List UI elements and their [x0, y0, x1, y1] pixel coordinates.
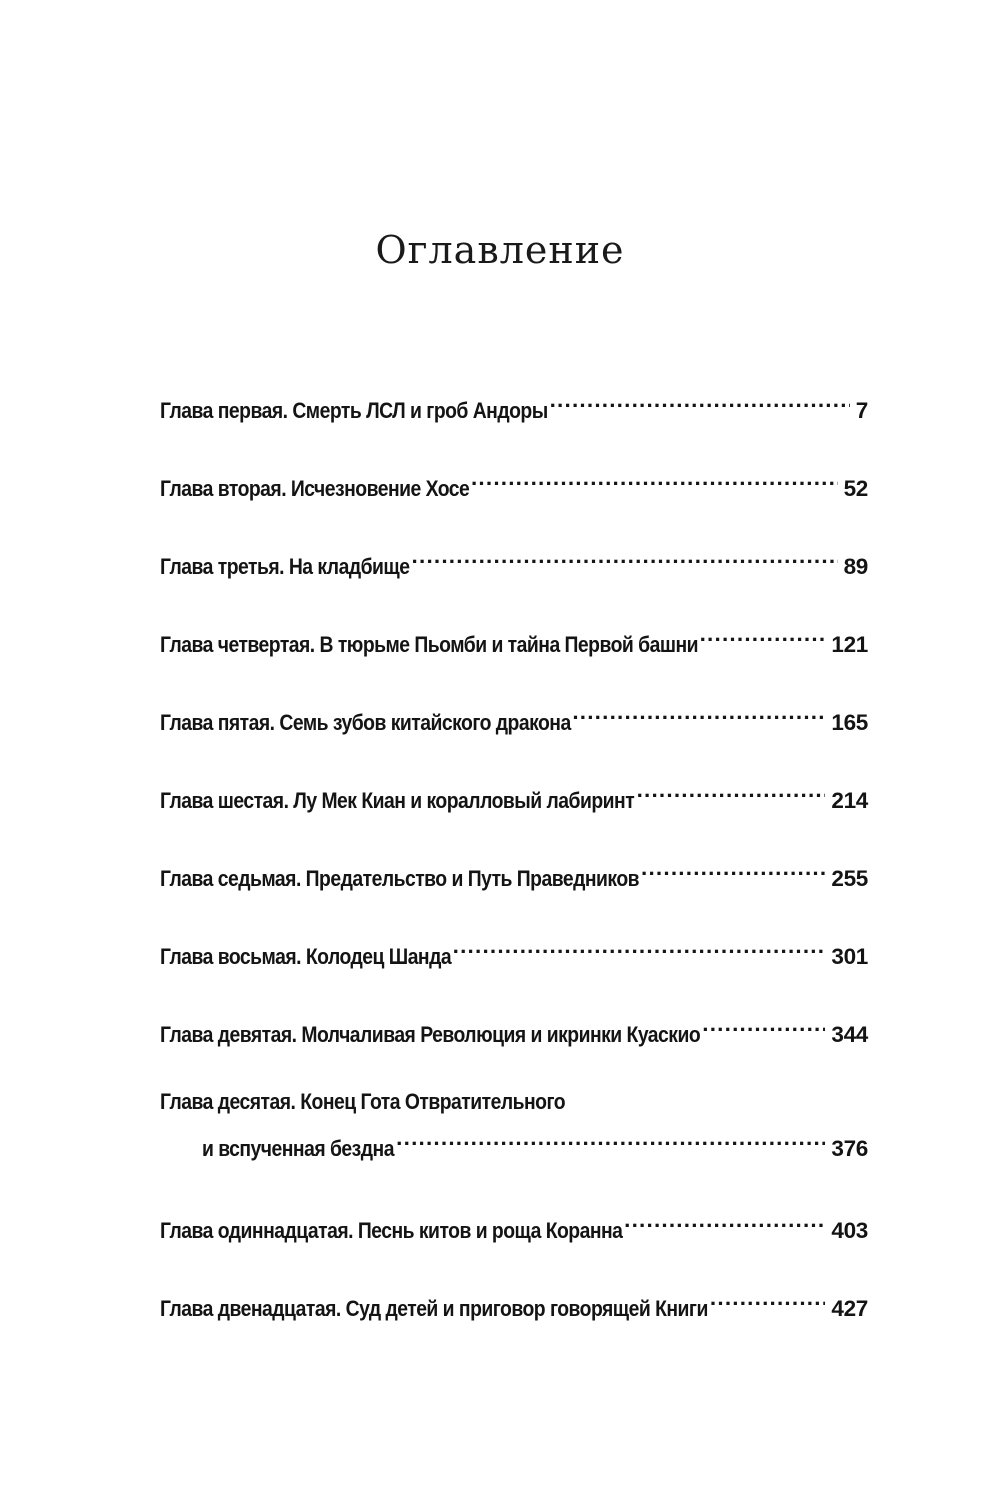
toc-entry-title: Глава вторая. Исчезновение Хосе: [160, 476, 470, 501]
toc-entry-title: Глава седьмая. Предательство и Путь Праведников: [160, 866, 640, 891]
page-title: Оглавление: [375, 228, 625, 272]
toc-entry-8: [160, 928, 868, 975]
toc-entry-title: Глава девятая. Молчаливая Революция и икринки Куаскио: [160, 1022, 701, 1047]
dot-leader: [550, 382, 850, 418]
toc-entry-page: 376: [831, 1136, 868, 1161]
toc-entry-title: Глава четвертая. В тюрьме Пьомби и тайна Первой башни: [160, 632, 699, 657]
toc-entry-page: 52: [843, 476, 868, 501]
toc-entry-page: 121: [831, 632, 868, 657]
toc-entry-title: Глава первая. Смерть ЛСЛ и гроб Андоры: [160, 398, 548, 423]
dot-leader: [396, 1120, 825, 1156]
dot-leader: [637, 772, 826, 808]
toc-entry-page: 165: [831, 710, 868, 735]
toc-entry-10: [160, 1084, 868, 1167]
toc-entry-1: [160, 382, 868, 429]
toc-entry-title: Глава двенадцатая. Суд детей и приговор говорящей Книги: [160, 1296, 708, 1321]
toc-entry-12: [160, 1280, 868, 1327]
toc-entry-page: 89: [843, 554, 868, 579]
toc-entry-9: [160, 1006, 868, 1053]
toc-entry-page: 7: [855, 398, 868, 423]
toc-entry-6: [160, 772, 868, 819]
toc-entry-5: [160, 694, 868, 741]
dot-leader: [700, 616, 826, 652]
toc-entry-7: [160, 850, 868, 897]
toc-entry-page: 255: [831, 866, 868, 891]
toc-entry-page: 301: [831, 944, 868, 969]
dot-leader: [702, 1006, 825, 1042]
toc-entry-page: 344: [831, 1022, 868, 1047]
toc-entry-title: Глава десятая. Конец Гота Отвратительного: [160, 1089, 566, 1114]
toc-entry-title-continued: и вспученная бездна: [202, 1136, 394, 1161]
toc-entry-title: Глава пятая. Семь зубов китайского дракона: [160, 710, 571, 735]
dot-leader: [624, 1202, 825, 1238]
toc-entry-2: [160, 460, 868, 507]
toc-entry-4: [160, 616, 868, 663]
toc-entry-page: 214: [831, 788, 868, 813]
toc-entry-page: 403: [831, 1218, 868, 1243]
toc-entry-title: Глава третья. На кладбище: [160, 554, 410, 579]
toc-entry-title: Глава восьмая. Колодец Шанда: [160, 944, 452, 969]
dot-leader: [710, 1280, 825, 1316]
toc-entry-11: [160, 1202, 868, 1249]
toc-entry-page: 427: [831, 1296, 868, 1321]
dot-leader: [471, 460, 838, 496]
dot-leader: [412, 538, 838, 574]
toc-entry-3: [160, 538, 868, 585]
dot-leader: [641, 850, 825, 886]
toc-entry-title: Глава шестая. Лу Мек Киан и коралловый лабиринт: [160, 788, 635, 813]
dot-leader: [572, 694, 825, 730]
dot-leader: [453, 928, 826, 964]
toc-entry-title: Глава одиннадцатая. Песнь китов и роща Коранна: [160, 1218, 623, 1243]
